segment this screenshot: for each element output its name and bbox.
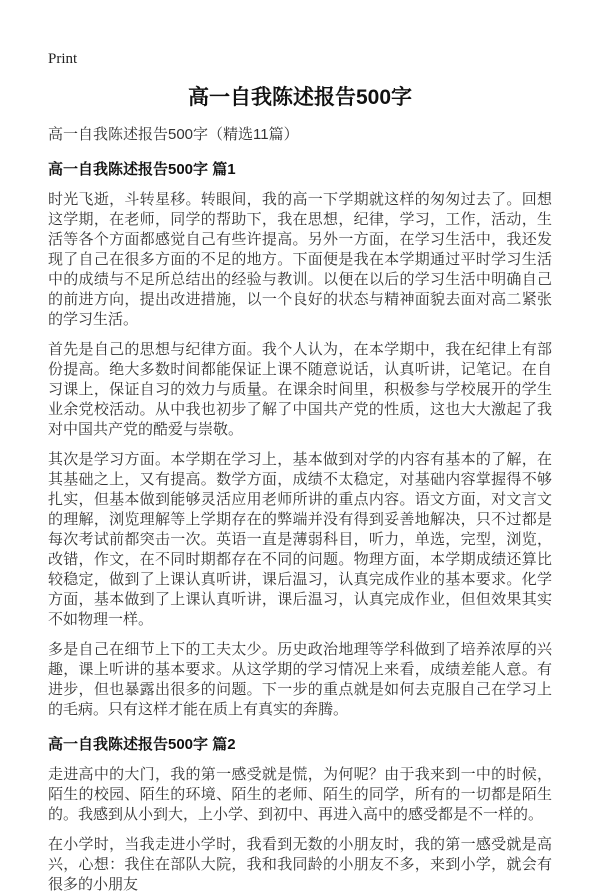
- page-title: 高一自我陈述报告500字: [187, 86, 413, 109]
- section-1-paragraph-3: 其次是学习方面。本学期在学习上，基本做到对学的内容有基本的了解，在其基础之上，又有提高。数学方面，成绩不太稳定，对基础内容掌握得不够扎实，但基本做到能够灵活应用老师所讲的重点内容。语文方面，对文言文的理解，浏览理解等上学期存在的弊端并没有得到妥善地解决，只不过都是每次考试前都突击一次。英语一直是薄弱科目，听力，单选，完型，浏览，改错，作文，在不同时期都存在不同的问题。物理方面，本学期成绩还算比较稳定，做到了上课认真听讲，课后温习，认真完成作业的基本要求。化学方面，基本做到了上课认真听讲，课后温习，认真完成作业，但但效果其实不如物理一样。: [48, 451, 552, 628]
- section-1-paragraph-1: 时光飞逝，斗转星移。转眼间，我的高一下学期就这样的匆匆过去了。回想这学期，在老师，同学的帮助下，我在思想，纪律，学习，工作，活动，生活等各个方面都感觉自己有些许提高。另外一方面，在学习生活中，我还发现了自己在很多方面的不足的地方。下面便是我在本学期通过平时学习生活中的成绩与不足所总结出的经验与教训。以便在以后的学习生活中明确自己的前进方向，提出改进措施，以一个良好的状态与精神面貌去面对高二紧张的学习生活。: [48, 191, 552, 328]
- section-heading-2: 高一自我陈述报告500字 篇2: [48, 736, 236, 753]
- document-subtitle: 高一自我陈述报告500字（精选11篇）: [48, 126, 299, 143]
- section-2-paragraph-1: 走进高中的大门，我的第一感受就是慌，为何呢？由于我来到一中的时候，陌生的校园、陌生的环境、陌生的老师、陌生的同学，所有的一切都是陌生的。我感到从小到大，上小学、到初中、再进入高中的感受都是不一样的。: [48, 766, 552, 823]
- section-heading-1: 高一自我陈述报告500字 篇1: [48, 161, 236, 178]
- section-2-paragraph-2: 在小学时，当我走进小学时，我看到无数的小朋友时，我的第一感受就是高兴，心想：我住在部队大院，我和我同龄的小朋友不多，来到小学，就会有很多的小朋友: [48, 836, 552, 893]
- section-1-paragraph-2: 首先是自己的思想与纪律方面。我个人认为，在本学期中，我在纪律上有部份提高。绝大多数时间都能保证上课不随意说话，认真听讲，记笔记。在自习课上，保证自习的效力与质量。在课余时间里，积极参与学校展开的学生业余党校活动。从中我也初步了解了中国共产党的性质，这也大大激起了我对中国共产党的酷爱与崇敬。: [48, 341, 552, 438]
- section-1-paragraph-4: 多是自己在细节上下的工夫太少。历史政治地理等学科做到了培养浓厚的兴趣，课上听讲的基本要求。从这学期的学习情况上来看，成绩差能人意。有进步，但也暴露出很多的问题。下一步的重点就是如何去克服自己在学习上的毛病。只有这样才能在质上有真实的奔腾。: [48, 641, 552, 718]
- print-link[interactable]: Print: [48, 51, 78, 67]
